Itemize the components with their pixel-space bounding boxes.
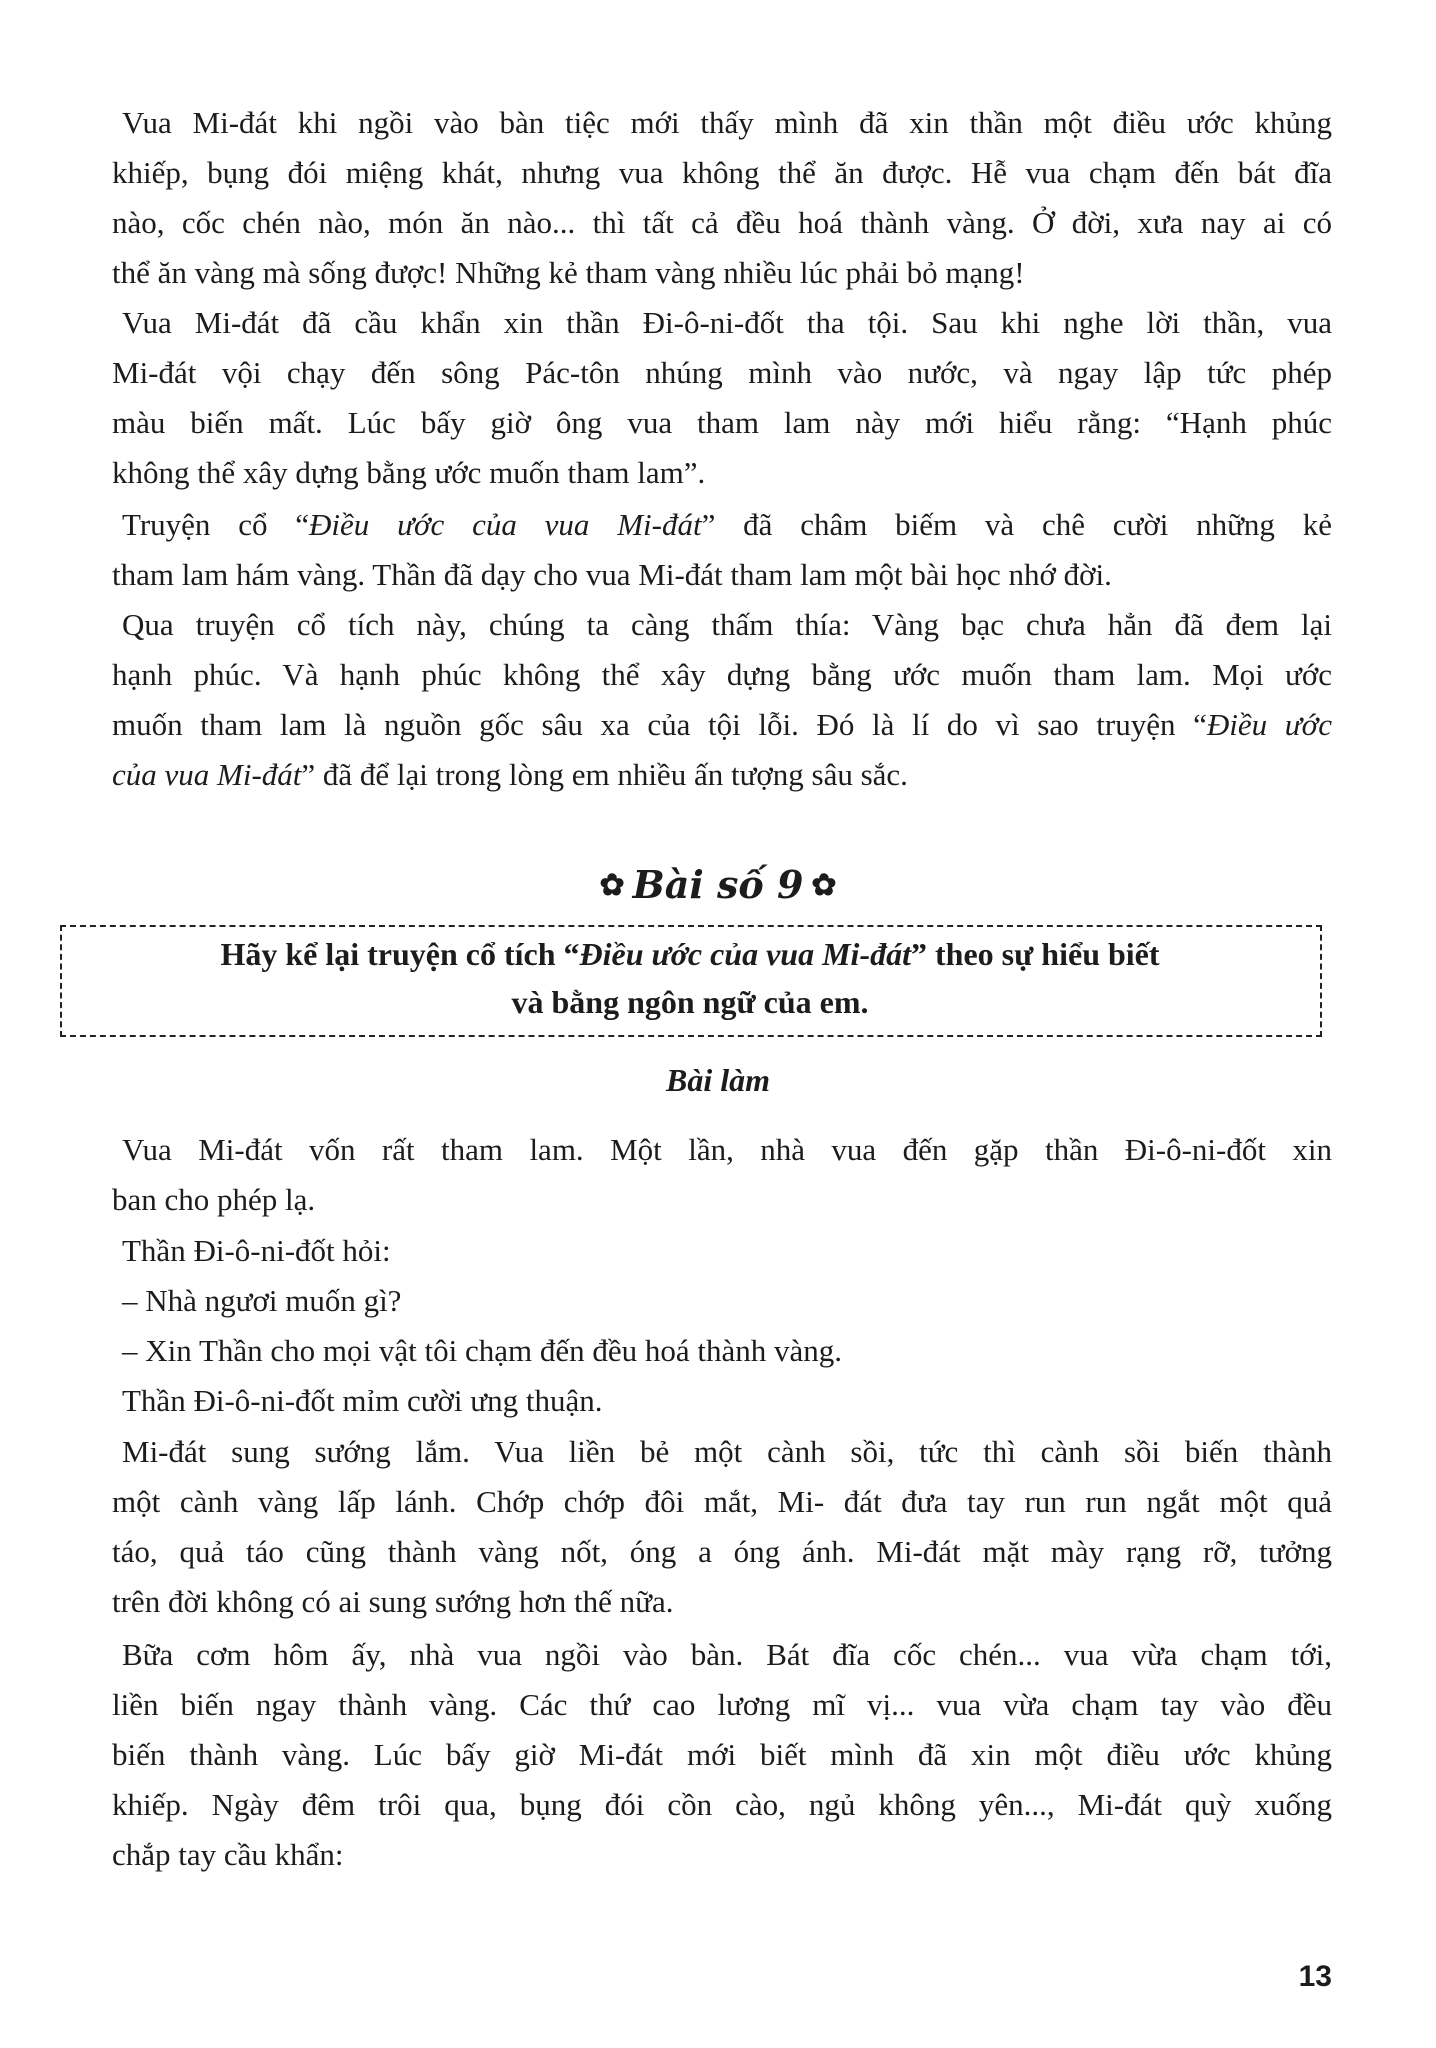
- flower-icon: ✿: [811, 868, 837, 903]
- text-segment: ” theo sự hiểu biết: [910, 936, 1160, 972]
- text-line: hạnh phúc. Và hạnh phúc không thể xây dựng bằng ước muốn tham lam. Mọi ước: [112, 657, 1332, 692]
- story-title: Điều ước của vua Mi-đát: [579, 936, 911, 972]
- page-number: 13: [1298, 1960, 1332, 1993]
- dialogue-intro: Thần Đi-ô-ni-đốt hỏi:: [122, 1233, 391, 1268]
- story-title: Điều ước: [1206, 707, 1332, 742]
- answer-paragraph-1: [112, 1125, 1332, 1225]
- text-line: ban cho phép lạ.: [112, 1182, 316, 1217]
- answer-heading: Bài làm: [665, 1062, 770, 1098]
- task-prompt: [60, 930, 1320, 1026]
- text-line: màu biến mất. Lúc bấy giờ ông vua tham lam này mới hiểu rằng: “Hạnh phúc: [112, 405, 1332, 440]
- dialogue-line: – Nhà ngươi muốn gì?: [122, 1283, 402, 1318]
- text-segment: ” đã để lại trong lòng em nhiều ấn tượng sâu sắc.: [301, 757, 908, 792]
- text-line: [112, 700, 1332, 750]
- paragraph-2: [112, 298, 1332, 498]
- text-line: [112, 750, 1332, 800]
- text-line: Qua truyện cổ tích này, chúng ta càng thấm thía: Vàng bạc chưa hẳn đã đem lại: [122, 607, 1332, 642]
- story-title: của vua Mi-đát: [112, 757, 302, 792]
- answer-paragraph-7: [112, 1630, 1332, 1880]
- text-line: tham lam hám vàng. Thần đã dạy cho vua Mi-đát tham lam một bài học nhớ đời.: [112, 557, 1112, 592]
- exercise-heading-text: Bài số 9: [632, 862, 804, 907]
- text-line: Bữa cơm hôm ấy, nhà vua ngồi vào bàn. Bát đĩa cốc chén... vua vừa chạm tới,: [122, 1637, 1332, 1672]
- text-segment: muốn tham lam là nguồn gốc sâu xa của tội lỗi. Đó là lí do vì sao truyện “: [112, 707, 1207, 742]
- text-segment: Truyện cổ “: [122, 507, 310, 542]
- text-line: Mi-đát sung sướng lắm. Vua liền bẻ một cành sồi, tức thì cành sồi biến thành: [122, 1434, 1332, 1469]
- text-line: một cành vàng lấp lánh. Chớp chớp đôi mắt, Mi- đát đưa tay run run ngắt một quả: [112, 1484, 1332, 1519]
- text-line: Vua Mi-đát vốn rất tham lam. Một lần, nhà vua đến gặp thần Đi-ô-ni-đốt xin: [122, 1132, 1332, 1167]
- text-line: khiếp. Ngày đêm trôi qua, bụng đói cồn cào, ngủ không yên..., Mi-đát quỳ xuống: [112, 1787, 1332, 1822]
- text-line: [112, 500, 1332, 550]
- flower-icon: ✿: [599, 868, 625, 903]
- dialogue-line: – Xin Thần cho mọi vật tôi chạm đến đều hoá thành vàng.: [122, 1333, 843, 1368]
- answer-paragraph-6: [112, 1427, 1332, 1627]
- text-segment: ” đã châm biếm và chê cười những kẻ: [701, 507, 1332, 542]
- text-line: thể ăn vàng mà sống được! Những kẻ tham vàng nhiều lúc phải bỏ mạng!: [112, 255, 1025, 290]
- text-line: trên đời không có ai sung sướng hơn thế nữa.: [112, 1584, 674, 1619]
- text-segment: Hãy kể lại truyện cổ tích “: [220, 936, 580, 972]
- task-line: và bằng ngôn ngữ của em.: [511, 984, 869, 1020]
- narration-line: Thần Đi-ô-ni-đốt mỉm cười ưng thuận.: [122, 1383, 603, 1418]
- text-line: chắp tay cầu khẩn:: [112, 1837, 344, 1872]
- text-line: không thể xây dựng bằng ước muốn tham lam”.: [112, 455, 706, 490]
- paragraph-4: [112, 600, 1332, 800]
- paragraph-1: [112, 98, 1332, 298]
- task-line: [60, 930, 1320, 978]
- paragraph-3: [112, 500, 1332, 600]
- text-line: nào, cốc chén nào, món ăn nào... thì tất cả đều hoá thành vàng. Ở đời, xưa nay ai có: [112, 205, 1332, 240]
- text-line: táo, quả táo cũng thành vàng nốt, óng a óng ánh. Mi-đát mặt mày rạng rỡ, tưởng: [112, 1534, 1332, 1569]
- text-line: liền biến ngay thành vàng. Các thứ cao lương mĩ vị... vua vừa chạm tay vào đều: [112, 1687, 1332, 1722]
- story-title: Điều ước của vua Mi-đát: [309, 507, 702, 542]
- text-line: khiếp, bụng đói miệng khát, nhưng vua không thể ăn được. Hễ vua chạm đến bát đĩa: [112, 155, 1332, 190]
- text-line: Vua Mi-đát khi ngồi vào bàn tiệc mới thấy mình đã xin thần một điều ước khủng: [122, 105, 1332, 140]
- text-line: Mi-đát vội chạy đến sông Pác-tôn nhúng mình vào nước, và ngay lập tức phép: [112, 355, 1332, 390]
- exercise-heading: [0, 862, 1436, 907]
- text-line: Vua Mi-đát đã cầu khẩn xin thần Đi-ô-ni-đốt tha tội. Sau khi nghe lời thần, vua: [122, 305, 1332, 340]
- text-line: biến thành vàng. Lúc bấy giờ Mi-đát mới biết mình đã xin một điều ước khủng: [112, 1737, 1332, 1772]
